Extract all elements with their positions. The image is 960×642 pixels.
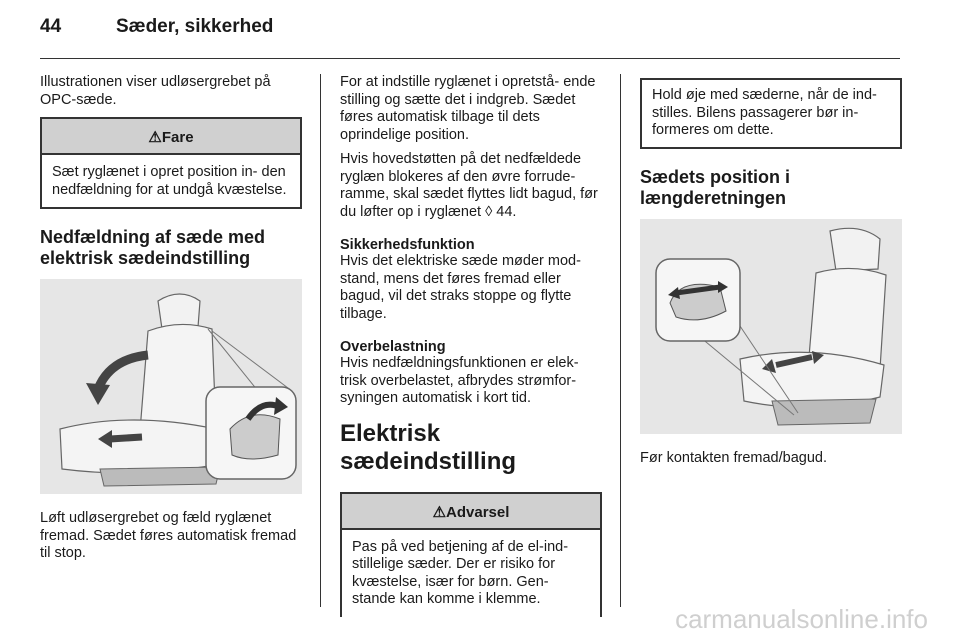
overload-heading: Overbelastning [340,339,446,355]
safety-text: Hvis det elektriske sæde møder mod- stand, mens det føres fremad eller bagud, vil det straks stoppe og flytte tilbage. [340,253,581,322]
danger-title: Fare [161,129,194,146]
paragraph-headrest: Hvis hovedstøtten på det nedfældede ryglæn blokeres af den øvre forrude- ramme, skal sædet flyttes lidt bagud, før du løfter op i ryglænet ◊ 44. [340,151,598,220]
section-heading-position: Sædets position i længderetningen [640,166,791,208]
warning-title: Advarsel [446,503,510,521]
position-caption: Før kontakten fremad/bagud. [640,449,827,466]
danger-box-header [42,119,300,155]
warning-icon: ⚠ [148,129,162,146]
section-heading-fold: Nedfældning af sæde med elektrisk sædeindstilling [40,227,266,268]
paragraph-upright: For at indstille ryglænet i opretstå- ende stilling og sætte det i indgreb. Sædet føres automatisk tilbage til dets oprindelige position. [340,74,596,143]
warning-text: Pas på ved betjening af de el-ind- stillelige sæder. Der er risiko for kvæstelse, især for børn. Gen- stande kan komme i klemme. [352,538,569,607]
safety-heading: Sikkerhedsfunktion [340,237,475,253]
main-heading-electric-seat: Elektrisk sædeindstilling [340,419,517,475]
notice-text: Hold øje med sæderne, når de ind- stilles. Bilens passagerer bør in- formeres om dette. [652,87,877,138]
intro-text: Illustrationen viser udløsergrebet på OPC-sæde. [40,74,271,108]
seat-fold-illustration [40,279,302,494]
danger-text: Sæt ryglænet i opret position in- den nedfældning for at undgå kvæstelse. [52,164,287,198]
page-number: 44 [40,16,62,37]
notice-box [640,78,902,149]
column-divider-2 [620,74,621,607]
warning-icon: ⚠ [432,503,447,521]
column-divider-1 [320,74,321,607]
seat-fold-drawing [40,279,302,489]
page-title: Sæder, sikkerhed [116,16,274,37]
seat-position-illustration [640,219,902,434]
watermark: carmanualsonline.info [675,604,928,634]
danger-box [40,117,302,209]
warning-box-header [342,494,600,530]
column-2 [340,74,602,635]
fold-caption: Løft udløsergrebet og fæld ryglænet fremad. Sædet føres automatisk fremad til stop. [40,510,297,561]
overload-text: Hvis nedfældningsfunktionen er elek- trisk overbelastet, afbrydes strømfor- syningen automatisk i kort tid. [340,355,579,406]
warning-box [340,492,602,617]
seat-position-drawing [640,219,902,429]
header-rule [40,58,900,59]
column-3 [640,74,902,474]
column-1 [40,74,302,570]
page-header [40,16,273,38]
